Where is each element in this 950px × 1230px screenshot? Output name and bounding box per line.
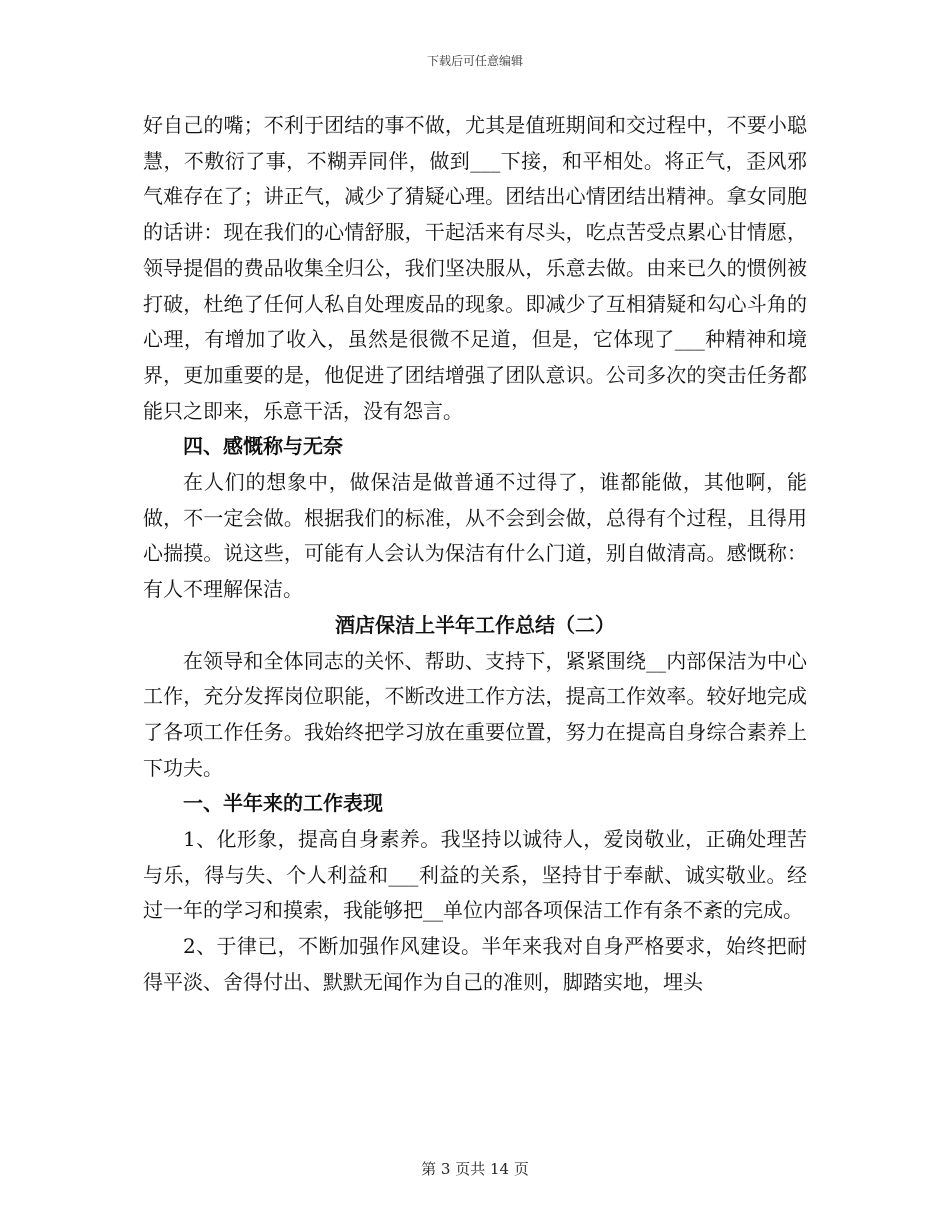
paragraph: 1、化形象，提高自身素养。我坚持以诚待人，爱岗敬业，正确处理苦与乐，得与失、个人利益和___利益的关系，坚持甘于奉献、诚实敬业。经过一年的学习和摸索，我能够把__单位内部各项保洁工作有条不紊的完成。 [143,827,807,923]
paragraph: 在人们的想象中，做保洁是做普通不过得了，谁都能做，其他啊，能做，不一定会做。根据我们的标准，从不会到会做，总得有个过程，且得用心揣摸。说这些，可能有人会认为保洁有什么门道，别自做清高。感慨称：有人不理解保洁。 [143,470,807,602]
section-heading-four: 四、感慨称与无奈 [183,434,343,459]
section-heading-one: 一、半年来的工作表现 [183,791,383,816]
document-title: 酒店保洁上半年工作总结（二） [335,612,615,637]
paragraph: 在领导和全体同志的关怀、帮助、支持下，紧紧围绕__内部保洁为中心工作，充分发挥岗位职能，不断改进工作方法，提高工作效率。较好地完成了各项工作任务。我始终把学习放在重要位置，努力在提高自身综合素养上下功夫。 [143,648,807,780]
paragraph-continued: 好自己的嘴；不利于团结的事不做，尤其是值班期间和交过程中，不要小聪慧，不敷衍了事，不糊弄同伴，做到___下接，和平相处。将正气，歪风邪气难存在了；讲正气，减少了猜疑心理。团结出心情团结出精神。拿女同胞的话讲：现在我们的心情舒服，干起活来有尽头，吃点苦受点累心甘情愿，领导提倡的费品收集全归公，我们坚决服从，乐意去做。由来已久的惯例被打破，杜绝了任何人私自处理废品的现象。即减少了互相猜疑和勾心斗角的心理，有增加了收入，虽然是很微不足道，但是，它体现了___种精神和境界，更加重要的是，他促进了团结增强了团队意识。公司多次的突击任务都能只之即来，乐意干活，没有怨言。 [143,113,807,423]
paragraph: 2、于律已，不断加强作风建设。半年来我对自身严格要求，始终把耐得平淡、舍得付出、默默无闻作为自己的准则，脚踏实地，埋头 [143,934,807,994]
document-body [143,108,807,1001]
page-header: 下载后可任意编辑 [426,54,523,68]
page-number: 第 3 页共 14 页 [421,1160,529,1178]
